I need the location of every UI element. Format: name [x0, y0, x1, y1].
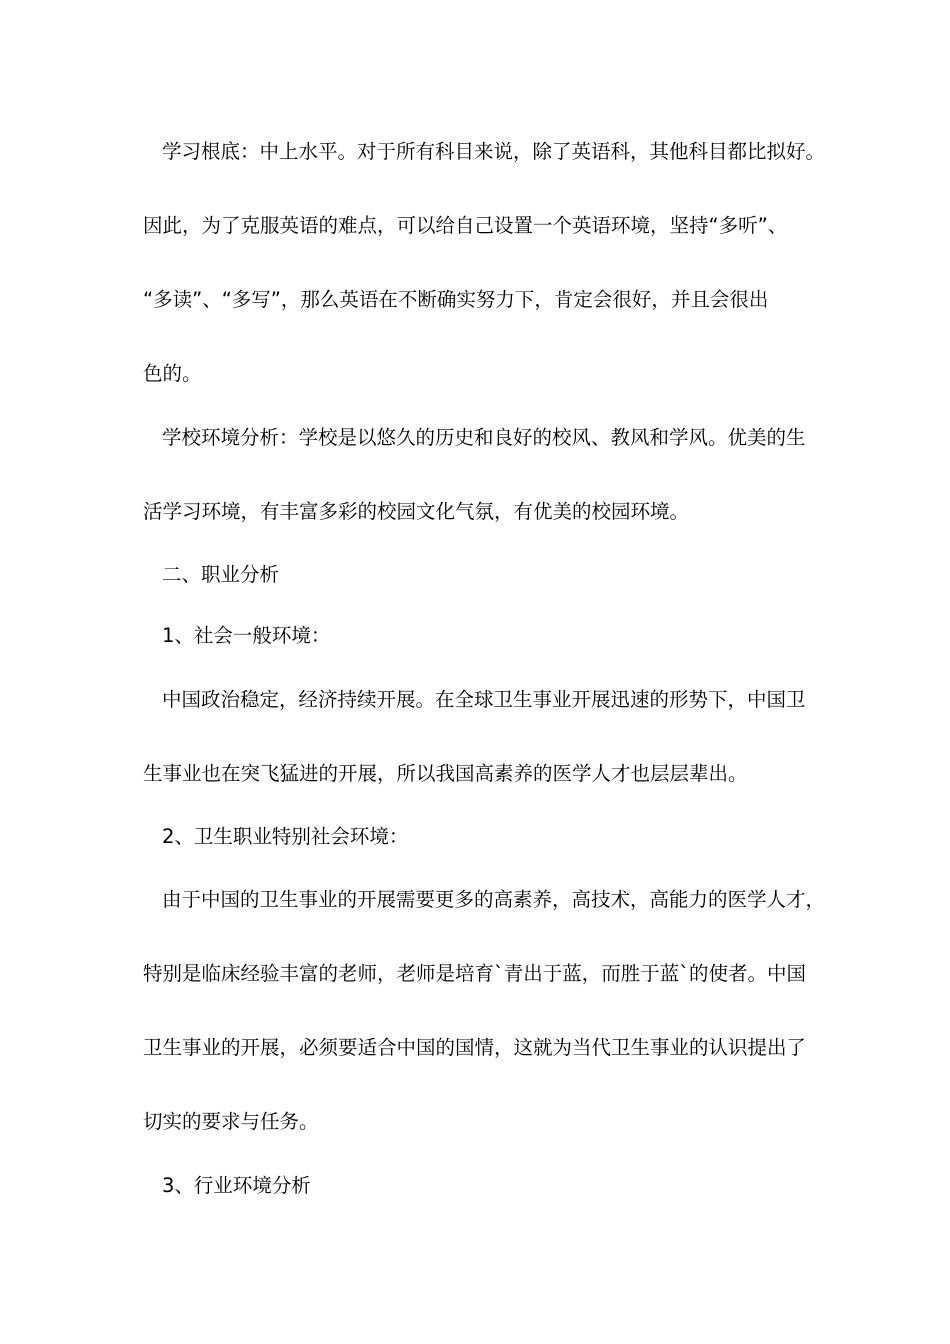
paragraph-social-environment-line-2: 生事业也在突飞猛进的开展，所以我国高素养的医学人才也层层辈出。	[143, 762, 748, 785]
subheading-health-career-environment: 2、卫生职业特别社会环境：	[162, 825, 409, 848]
subheading-social-environment: 1、社会一般环境：	[162, 624, 331, 647]
paragraph-study-foundation: 学习根底：中上水平。对于所有科目来说，除了英语科，其他科目都比拟好。	[162, 140, 826, 163]
paragraph-study-foundation-line-2: 因此，为了克服英语的难点，可以给自己设置一个英语环境，坚持“多听”、	[143, 214, 788, 237]
paragraph-school-environment: 学校环境分析：学校是以悠久的历史和良好的校风、教风和学风。优美的生	[162, 426, 806, 449]
paragraph-study-foundation-line-4: 色的。	[143, 362, 202, 385]
paragraph-study-foundation-line-3: “多读”、“多写”，那么英语在不断确实努力下，肯定会很好，并且会很出	[143, 288, 769, 311]
subheading-industry-environment: 3、行业环境分析	[162, 1174, 311, 1197]
paragraph-health-career-line-2: 特别是临床经验丰富的老师，老师是培育`青出于蓝，而胜于蓝`的使者。中国	[143, 962, 807, 985]
paragraph-health-career-line-4: 切实的要求与任务。	[143, 1110, 319, 1133]
paragraph-health-career: 由于中国的卫生事业的开展需要更多的高素养，高技术，高能力的医学人才，	[162, 888, 826, 911]
paragraph-health-career-line-3: 卫生事业的开展，必须要适合中国的国情，这就为当代卫生事业的认识提出了	[143, 1036, 807, 1059]
section-heading-career-analysis: 二、职业分析	[162, 563, 280, 586]
paragraph-school-environment-line-2: 活学习环境，有丰富多彩的校园文化气氛，有优美的校园环境。	[143, 500, 690, 523]
paragraph-social-environment: 中国政治稳定，经济持续开展。在全球卫生事业开展迅速的形势下，中国卫	[162, 688, 806, 711]
